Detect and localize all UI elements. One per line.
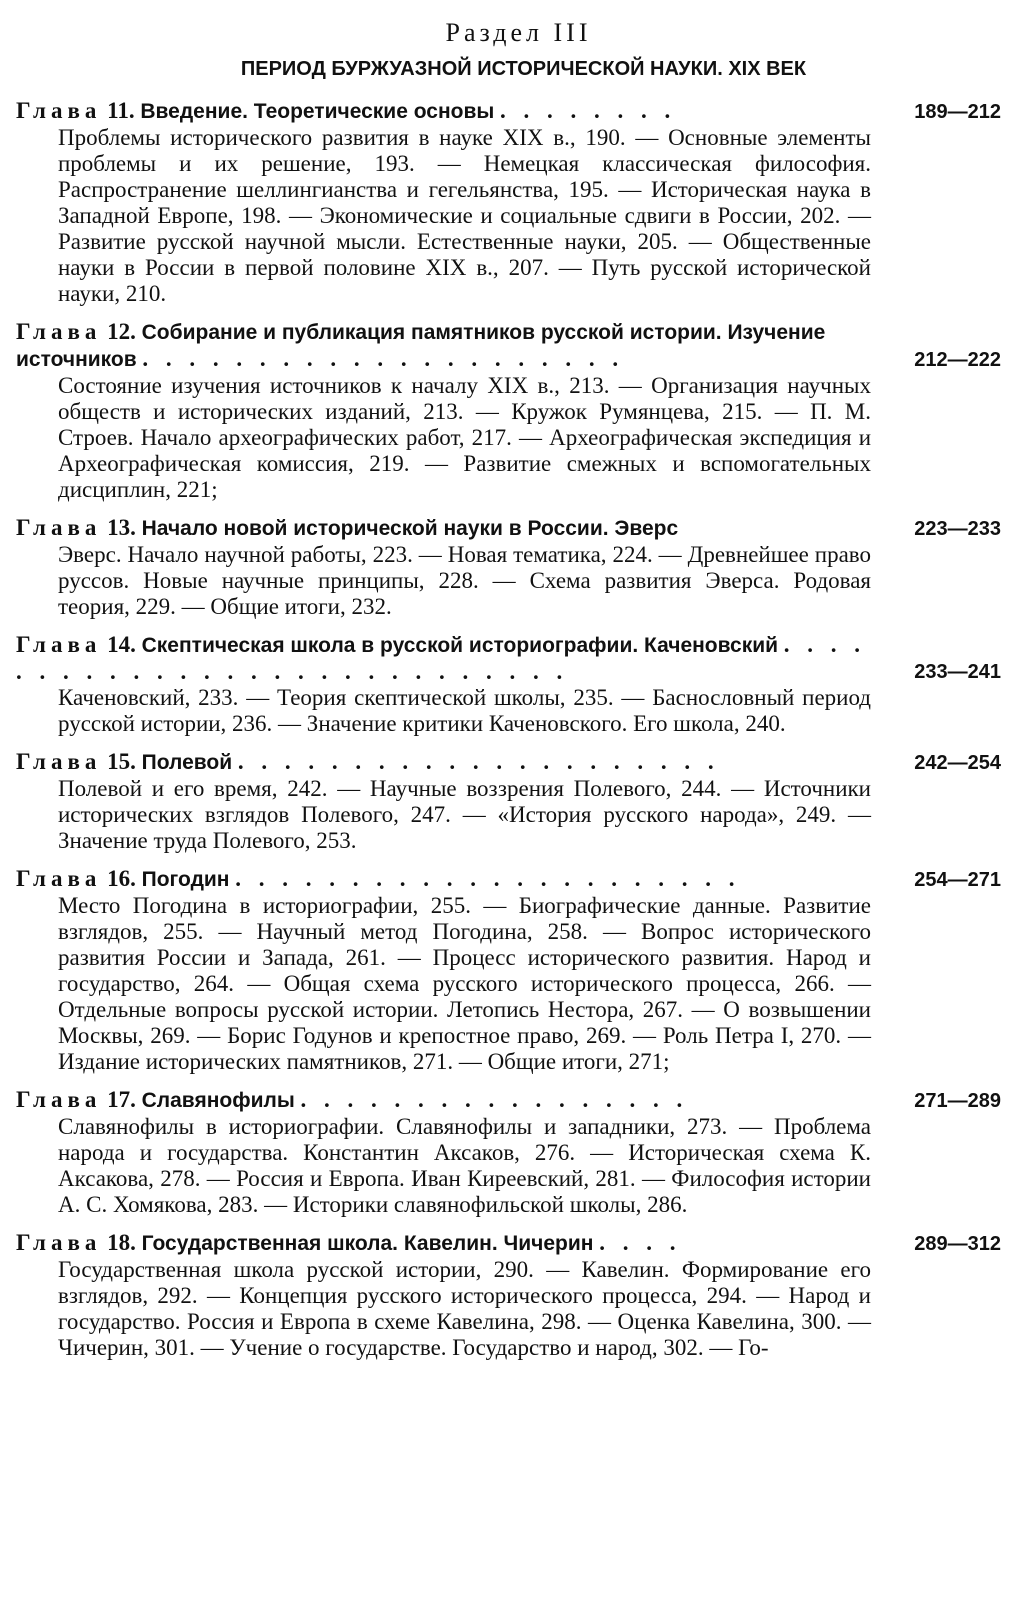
chapter-entry bbox=[16, 98, 1001, 307]
leader-dots: . . . . . . . . . . . . . . . . . bbox=[300, 1087, 689, 1112]
chapter-entry bbox=[16, 749, 1001, 854]
chapter-title: Начало новой исторической науки в России. Эверс bbox=[141, 517, 679, 540]
leader-dots: . . . . . . . . . . . . . . . . . . . . . bbox=[237, 749, 720, 774]
chapter-entry bbox=[16, 632, 1001, 737]
chapter-pages: 223—233 bbox=[914, 518, 1001, 540]
chapter-entry bbox=[16, 515, 1001, 620]
chapter-heading bbox=[16, 1087, 1001, 1114]
chapter-number: 11. bbox=[107, 98, 135, 123]
section-title: ПЕРИОД БУРЖУАЗНОЙ ИСТОРИЧЕСКОЙ НАУКИ. XIX ВЕК bbox=[240, 58, 807, 80]
chapter-number: 13. bbox=[107, 515, 136, 540]
chapter-contents: Полевой и его время, 242. — Научные воззрения Полевого, 244. — Источники исторических взглядов Полевого, 247. — «История русского народа», 249. — Значение труда Полевого, 253. bbox=[58, 776, 871, 853]
chapter-number: 16. bbox=[107, 866, 136, 891]
chapter-entry bbox=[16, 866, 1001, 1075]
chapter-pages: 289—312 bbox=[914, 1233, 1001, 1255]
chapter-pages: 254—271 bbox=[914, 869, 1001, 891]
chapter-contents: Проблемы исторического развития в науке XIX в., 190. — Основные элементы проблемы и их решение, 193. — Немецкая классическая философия. Распространение шеллингианства и гегельянства, 195. — Историческая наука в Западной Европе, 198. — Экономические и социальные сдвиги в России, 202. — Развитие русской научной мысли. Естественные науки, 205. — Общественные науки в России в первой половине XIX в., 207. — Путь русской исторической науки, 210. bbox=[58, 125, 871, 306]
chapter-entry bbox=[16, 1230, 1001, 1361]
chapter-title: Государственная школа. Кавелин. Чичерин bbox=[141, 1232, 594, 1255]
chapter-heading bbox=[16, 98, 1001, 125]
chapter-title: Введение. Теоретические основы bbox=[140, 100, 495, 123]
chapter-title: Славянофилы bbox=[141, 1089, 295, 1112]
chapter-number: 14. bbox=[107, 632, 136, 657]
section-label: Раздел III bbox=[445, 18, 592, 47]
chapter-pages: 242—254 bbox=[914, 752, 1001, 774]
leader-dots: . . . . . . . . . . . . . . . . . . . . . bbox=[142, 346, 625, 371]
chapter-title: Полевой bbox=[141, 751, 233, 774]
chapter-label: Глава bbox=[16, 1087, 102, 1112]
chapter-pages: 212—222 bbox=[914, 349, 1001, 371]
chapter-number: 17. bbox=[107, 1087, 136, 1112]
chapter-title: Скептическая школа в русской историографии. Каченовский bbox=[141, 634, 779, 657]
chapter-heading bbox=[16, 515, 1001, 542]
chapter-label: Глава bbox=[16, 866, 102, 891]
chapter-label: Глава bbox=[16, 515, 102, 540]
chapter-pages: 233—241 bbox=[914, 661, 1001, 683]
chapter-heading bbox=[16, 749, 1001, 776]
chapter-number: 18. bbox=[107, 1230, 136, 1255]
leader-dots: . . . . . . . . . . . . . . . . . . . . . . bbox=[235, 866, 741, 891]
chapter-entry bbox=[16, 1087, 1001, 1218]
chapter-contents: Славянофилы в историографии. Славянофилы и западники, 273. — Проблема народа и государства. Константин Аксаков, 276. — Историческая схема К. Аксакова, 278. — Россия и Европа. Иван Киреевский, 281. — Философия истории А. С. Хомякова, 283. — Историки славянофильской школы, 286. bbox=[58, 1114, 871, 1217]
chapter-label: Глава bbox=[16, 632, 102, 657]
chapter-heading bbox=[16, 866, 1001, 893]
chapter-title: Собирание и публикация памятников русской истории. Изучение источников bbox=[16, 321, 826, 371]
chapter-label: Глава bbox=[16, 98, 102, 123]
chapter-heading bbox=[16, 1230, 1001, 1257]
chapter-number: 12. bbox=[107, 319, 136, 344]
chapter-contents: Эверс. Начало научной работы, 223. — Новая тематика, 224. — Древнейшее право руссов. Новые научные принципы, 228. — Схема развития Эверса. Родовая теория, 229. — Общие итоги, 232. bbox=[58, 542, 871, 619]
chapter-heading bbox=[16, 319, 1001, 373]
chapter-contents: Каченовский, 233. — Теория скептической школы, 235. — Баснословный период русской истории, 236. — Значение критики Каченовского. Его школа, 240. bbox=[58, 685, 871, 736]
chapter-contents: Место Погодина в историографии, 255. — Биографические данные. Развитие взглядов, 255. — Научный метод Погодина, 258. — Вопрос исторического развития России и Запада, 261. — Процесс исторического развития. Народ и государство, 264. — Общая схема русского исторического процесса, 266. — Отдельные вопросы русской истории. Летопись Нестора, 267. — О возвышении Москвы, 269. — Борис Годунов и крепостное право, 269. — Роль Петра I, 270. — Издание исторических памятников, 271. — Общие итоги, 271; bbox=[58, 893, 871, 1074]
chapter-contents: Государственная школа русской истории, 290. — Кавелин. Формирование его взглядов, 292. — Концепция русского исторического процесса, 294. — Народ и государство. Россия и Европа в схеме Кавелина, 298. — Оценка Кавелина, 300. — Чичерин, 301. — Учение о государстве. Государство и народ, 302. — Го- bbox=[58, 1257, 871, 1360]
chapter-title: Погодин bbox=[141, 868, 230, 891]
leader-dots: . . . . bbox=[599, 1230, 682, 1255]
chapter-heading bbox=[16, 632, 1001, 685]
leader-dots: . . . . . . . . bbox=[500, 98, 677, 123]
chapter-pages: 271—289 bbox=[914, 1090, 1001, 1112]
chapter-label: Глава bbox=[16, 749, 102, 774]
leader-dots: . . . . . . . . . . . . . . . . . . . . . . . . . . . . bbox=[16, 632, 867, 684]
chapter-entry bbox=[16, 319, 1001, 503]
chapter-contents: Состояние изучения источников к началу XIX в., 213. — Организация научных обществ и исторических изданий, 213. — Кружок Румянцева, 215. — П. М. Строев. Начало археографических работ, 217. — Археографическая экспедиция и Археографическая комиссия, 219. — Развитие смежных и вспомогательных дисциплин, 221; bbox=[58, 373, 871, 502]
chapter-number: 15. bbox=[107, 749, 136, 774]
chapter-label: Глава bbox=[16, 1230, 102, 1255]
chapter-pages: 189—212 bbox=[914, 101, 1001, 123]
chapter-label: Глава bbox=[16, 319, 102, 344]
